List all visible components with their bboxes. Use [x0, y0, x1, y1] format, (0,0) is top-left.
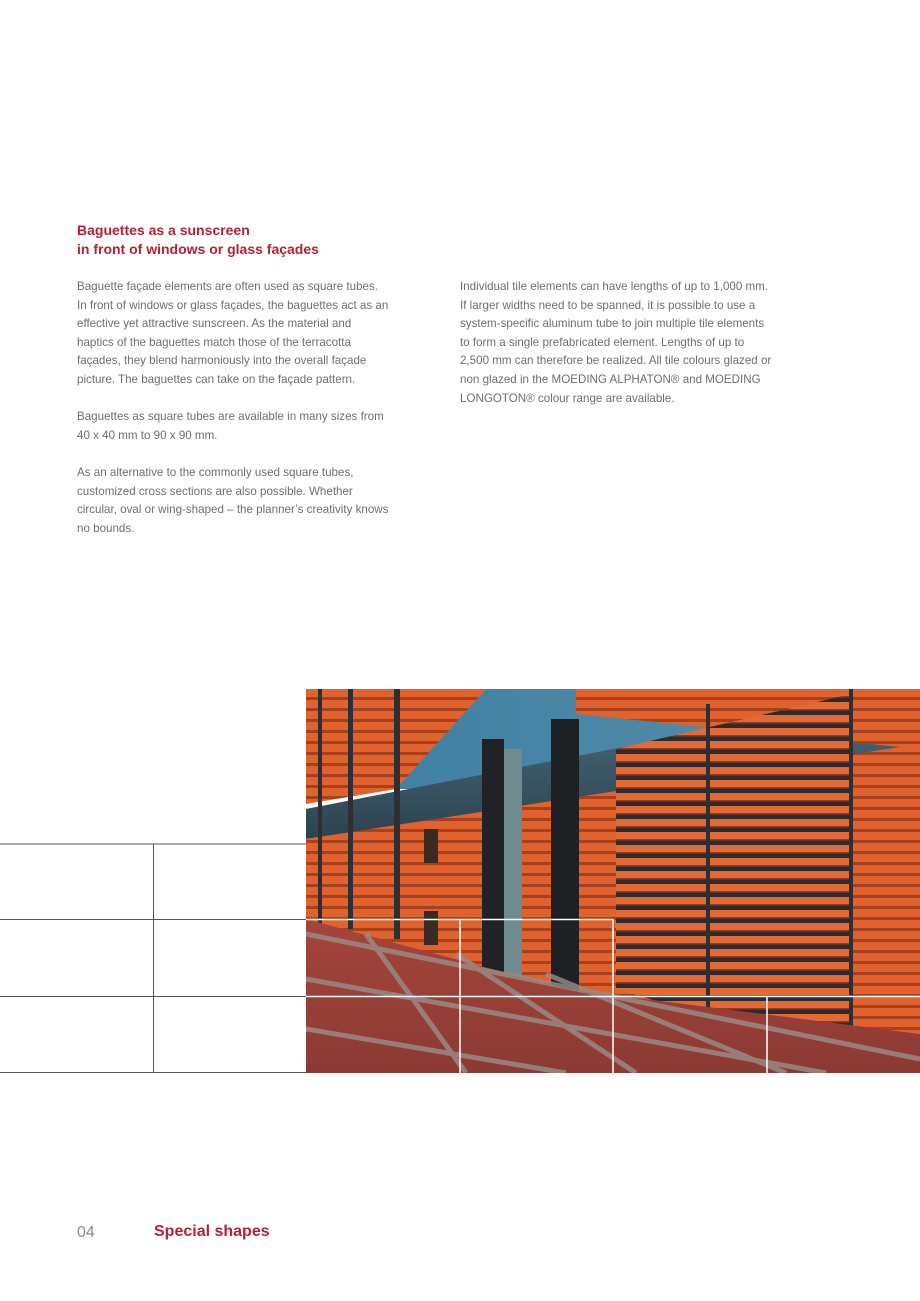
paragraph-tile-lengths: Individual tile elements can have lengths of up to 1,000 mm. If larger widths need to be spanned, it is possible to use a system-specific aluminum tube to join multiple tile elements to form a single prefabricated element. Lengths of up to 2,500 mm can therefore be realized. All tile colours glazed or non glazed in the MOEDING ALPHATON® and MOEDING LONGOTON® colour range are available.	[460, 280, 772, 405]
heading-line-2: in front of windows or glass façades	[77, 241, 319, 257]
section-heading	[77, 221, 319, 259]
left-text-column	[77, 278, 389, 557]
heading-line-1: Baguettes as a sunscreen	[77, 222, 250, 238]
page-number: 04	[77, 1224, 95, 1241]
paragraph-square-tube-sizes: Baguettes as square tubes are available in many sizes from 40 x 40 mm to 90 x 90 mm.	[77, 410, 384, 442]
paragraph-baguette-sunscreen: Baguette façade elements are often used as square tubes. In front of windows or glass façades, the baguettes act as an effective yet attractive sunscreen. As the material and haptics of the baguettes match those of the terracotta façades, they blend harmoniously into the overall façade picture. The baguettes can take on the façade pattern.	[77, 280, 389, 386]
facade-photo	[306, 689, 920, 1073]
footer-section-title: Special shapes	[154, 1223, 270, 1240]
right-text-column	[460, 278, 775, 427]
paragraph-custom-cross-sections: As an alternative to the commonly used square tubes, customized cross sections are also possible. Whether circular, oval or wing-shaped – the planner’s creativity knows no bounds.	[77, 465, 389, 535]
terracotta-facade-image	[306, 689, 920, 1073]
